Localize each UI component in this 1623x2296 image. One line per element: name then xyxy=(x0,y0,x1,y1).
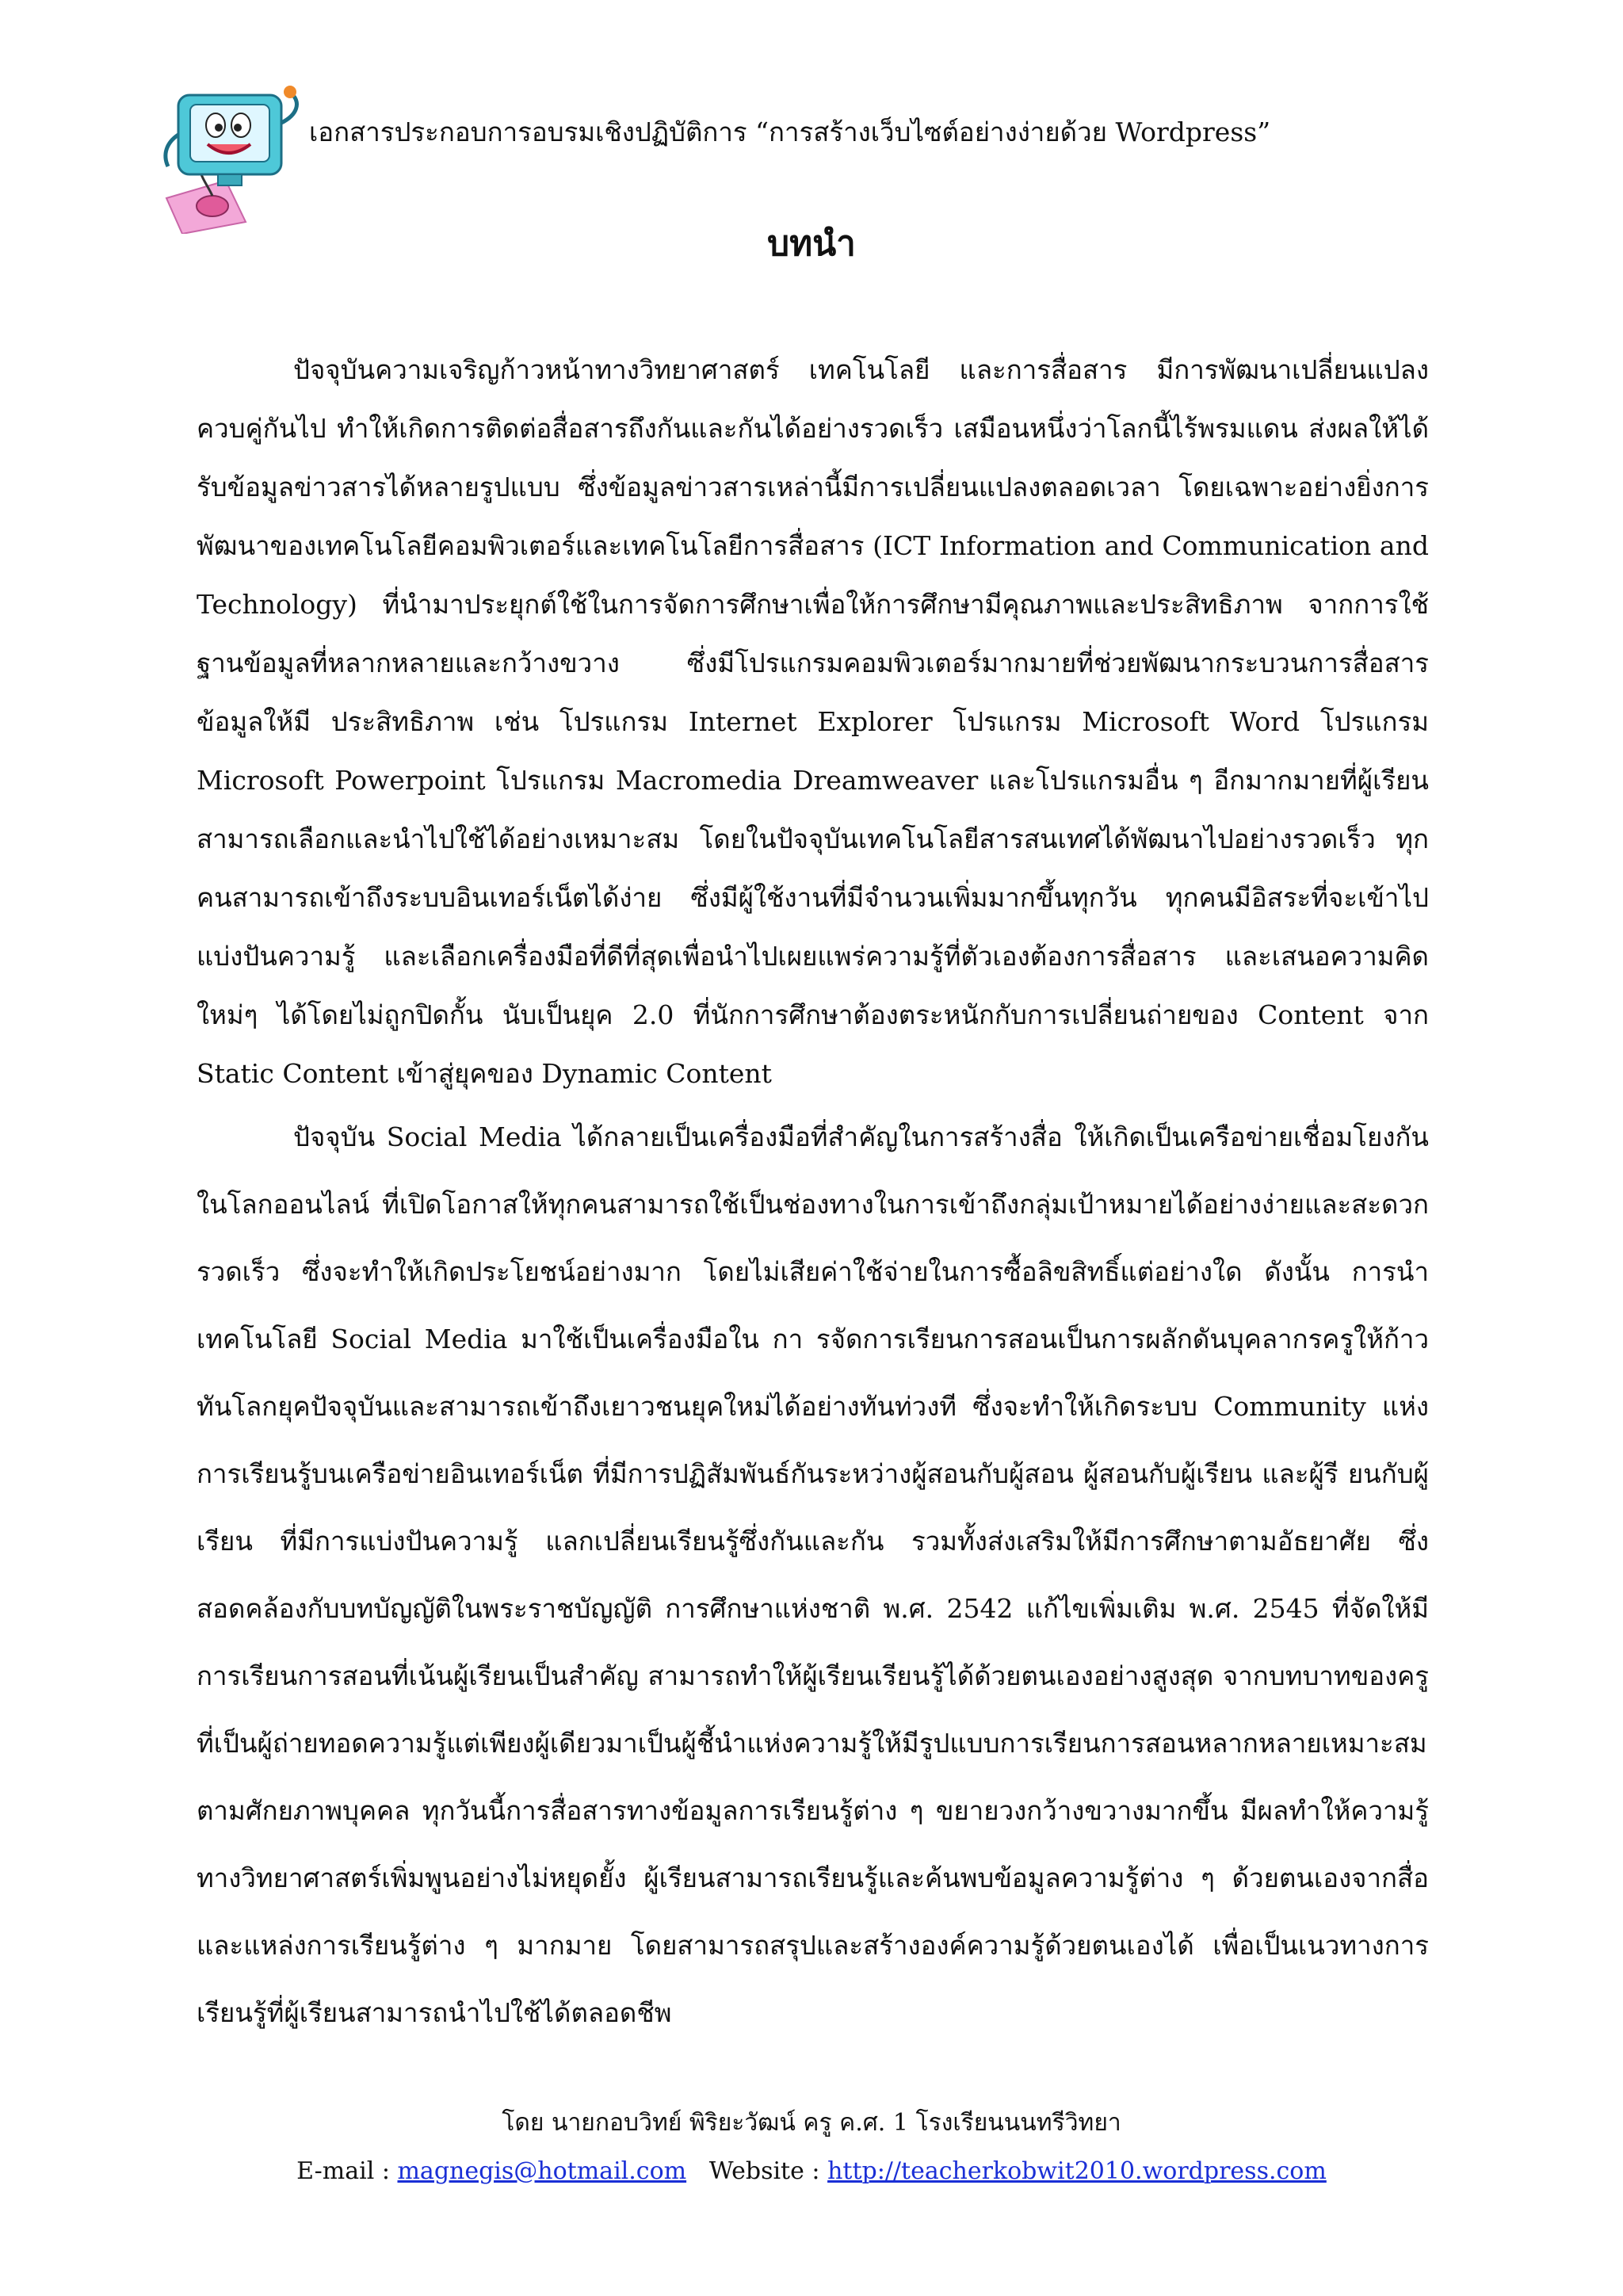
footer-author: โดย นายกอบวิทย์ พิริยะวัฒน์ ครู ค.ศ. 1 โรงเรียนนนทรีวิทยา xyxy=(502,2109,1121,2137)
header-title: เอกสารประกอบการอบรมเชิงปฏิบัติการ “การสร้างเว็บไซต์อย่างง่ายด้วย Wordpress” xyxy=(309,117,1271,147)
computer-mascot-icon xyxy=(151,79,309,234)
paragraph-1: ปัจจุบันความเจริญก้าวหน้าทางวิทยาศาสตร์ เทคโนโลยี และการสื่อสาร มีการพัฒนาเปลี่ยนแปลงควบคู่กันไป ทำให้เกิดการติดต่อสื่อสารถึงกันและกันได้อย่างรวดเร็ว เสมือนหนึ่งว่าโลกนี้ไร้พรมแดน ส่งผลให้ได้รับข้อมูลข่าวสารได้หลายรูปแบบ ซึ่งข้อมูลข่าวสารเหล่านี้มีการเปลี่ยนแปลงตลอดเวลา โดยเฉพาะอย่างยิ่งการพัฒนาของเทคโนโลยีคอมพิวเตอร์และเทคโนโลยีการสื่อสาร (ICT Information and Communication and Technology) ที่นำมาประยุกต์ใช้ในการจัดการศึกษาเพื่อให้การศึกษามีคุณภาพและประสิทธิภาพ จากการใช้ฐานข้อมูลที่หลากหลายและกว้างขวาง ซึ่งมีโปรแกรมคอมพิวเตอร์มากมายที่ช่วยพัฒนากระบวนการสื่อสารข้อมูลให้มี ประสิทธิภาพ เช่น โปรแกรม Internet Explorer โปรแกรม Microsoft Word โปรแกรม Microsoft Powerpoint โปรแกรม Macromedia Dreamweaver และโปรแกรมอื่น ๆ อีกมากมายที่ผู้เรียนสามารถเลือกและนำไปใช้ได้อย่างเหมาะสม โดยในปัจจุบันเทคโนโลยีสารสนเทศได้พัฒนาไปอย่างรวดเร็ว ทุกคนสามารถเข้าถึงระบบอินเทอร์เน็ตได้ง่าย ซึ่งมีผู้ใช้งานที่มีจำนวนเพิ่มมากขึ้นทุกวัน ทุกคนมีอิสระที่จะเข้าไปแบ่งปันความรู้ และเลือกเครื่องมือที่ดีที่สุดเพื่อนำไปเผยแพร่ความรู้ที่ตัวเองต้องการสื่อสาร และเสนอความคิดใหม่ๆ ได้โดยไม่ถูกปิดกั้น นับเป็นยุค 2.0 ที่นักการศึกษาต้องตระหนักกับการเปลี่ยนถ่ายของ Content จาก Static Content เข้าสู่ยุคของ Dynamic Content xyxy=(197,354,1429,1089)
footer-contact xyxy=(0,2157,1623,2185)
document-title: บทนำ xyxy=(767,223,856,264)
page-header xyxy=(151,79,1498,238)
website-link[interactable]: http://teacherkobwit2010.wordpress.com xyxy=(827,2157,1327,2185)
website-label: Website : xyxy=(708,2157,820,2185)
email-link[interactable]: magnegis@hotmail.com xyxy=(397,2157,687,2185)
email-label: E-mail : xyxy=(296,2157,390,2185)
paragraph-2: ปัจจุบัน Social Media ได้กลายเป็นเครื่องมือที่สำคัญในการสร้างสื่อ ให้เกิดเป็นเครือข่ายเชื่อมโยงกัน ในโลกออนไลน์ ที่เปิดโอกาสให้ทุกคนสามารถใช้เป็นช่องทางในการเข้าถึงกลุ่มเป้าหมายได้อย่างง่ายและสะดวกรวดเร็ว ซึ่งจะทำให้เกิดประโยชน์อย่างมาก โดยไม่เสียค่าใช้จ่ายในการซื้อลิขสิทธิ์แต่อย่างใด ดังนั้น การนำเทคโนโลยี Social Media มาใช้เป็นเครื่องมือใน กา รจัดการเรียนการสอนเป็นการผลักดันบุคลากรครูให้ก้าวทันโลกยุคปัจจุบันและสามารถเข้าถึงเยาวชนยุคใหม่ได้อย่างทันท่วงที ซึ่งจะทำให้เกิดระบบ Community แห่งการเรียนรู้บนเครือข่ายอินเทอร์เน็ต ที่มีการปฏิสัมพันธ์กันระหว่างผู้สอนกับผู้สอน ผู้สอนกับผู้เรียน และผู้รี ยนกับผู้เรียน ที่มีการแบ่งปันความรู้ แลกเปลี่ยนเรียนรู้ซึ่งกันและกัน รวมทั้งส่งเสริมให้มีการศึกษาตามอัธยาศัย ซึ่งสอดคล้องกับบทบัญญัติในพระราชบัญญัติ การศึกษาแห่งชาติ พ.ศ. 2542 แก้ไขเพิ่มเติม พ.ศ. 2545 ที่จัดให้มีการเรียนการสอนที่เน้นผู้เรียนเป็นสำคัญ สามารถทำให้ผู้เรียนเรียนรู้ได้ด้วยตนเองอย่างสูงสุด จากบทบาทของครูที่เป็นผู้ถ่ายทอดความรู้แต่เพียงผู้เดียวมาเป็นผู้ชี้นำแห่งความรู้ให้มีรูปแบบการเรียนการสอนหลากหลายเหมาะสมตามศักยภาพบุคคล ทุกวันนี้การสื่อสารทางข้อมูลการเรียนรู้ต่าง ๆ ขยายวงกว้างขวางมากขึ้น มีผลทำให้ความรู้ทางวิทยาศาสตร์เพิ่มพูนอย่างไม่หยุดยั้ง ผู้เรียนสามารถเรียนรู้และค้นพบข้อมูลความรู้ต่าง ๆ ด้วยตนเองจากสื่อและแหล่งการเรียนรู้ต่าง ๆ มากมาย โดยสามารถสรุปและสร้างองค์ความรู้ด้วยตนเองได้ เพื่อเป็นเนวทางการเรียนรู้ที่ผู้เรียนสามารถนำไปใช้ได้ตลอดชีพ xyxy=(197,1121,1429,2028)
document-body xyxy=(197,341,1429,2046)
